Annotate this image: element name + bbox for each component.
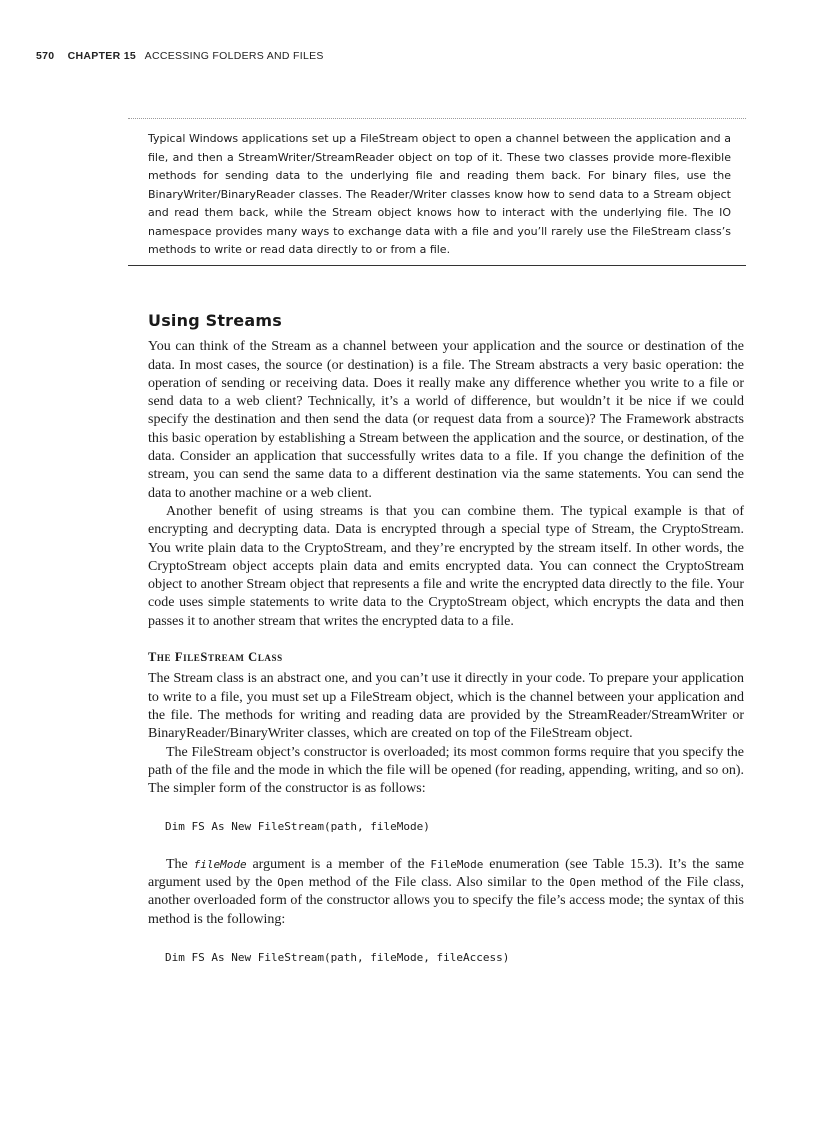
page-number: 570: [36, 50, 55, 62]
inline-code-open: Open: [569, 876, 596, 890]
note-bottom-divider: [128, 265, 746, 266]
note-text: Typical Windows applications set up a FileStream object to open a channel between the application and a file, and then a StreamWriter/StreamReader object on top of it. These two classes provide more-flexible methods for sending data to the underlying file and reading them back. For binary files, use the BinaryWriter/BinaryReader classes. The Reader/Writer classes know how to send data to a Stream object and read them back, while the Stream object knows how to interact with the underlying file. The IO namespace provides many ways to exchange data with a file and you’ll rarely use the FileStream class’s methods to write or read data directly to or from a file.: [148, 132, 731, 256]
text-run: argument is a member of the: [246, 856, 431, 872]
text-run: enumeration (see Table 15.3). It’s the same argument used by the: [148, 856, 744, 891]
subsection-paragraph-3: [148, 856, 744, 929]
subsection-paragraph-2: The FileStream object’s constructor is overloaded; its most common forms require that you specify the path of the file and the mode in which the file will be opened (for reading, appending, writing, and so on). The simpler form of the constructor is as follows:: [148, 744, 744, 797]
inline-code-open: Open: [277, 876, 304, 890]
main-content: [148, 312, 744, 986]
text-run: The: [166, 856, 194, 872]
section-paragraph-2: Another benefit of using streams is that you can combine them. The typical example is that of encrypting and decrypting data. Data is encrypted through a special type of Stream, the CryptoStream. You write plain data to the CryptoStream, and they’re encrypted by the stream itself. In other words, the CryptoStream object accepts plain data and emits encrypted data. You can connect the CryptoStream object to another Stream object that represents a file and write the encrypted data directly to the file. Your code uses simple statements to write data to the CryptoStream object, which encrypts the data and then passes it to another stream that writes the encrypted data to a file.: [148, 503, 744, 629]
running-header: [36, 50, 324, 62]
chapter-label: CHAPTER 15: [67, 50, 136, 62]
note-top-divider: [128, 118, 746, 119]
code-listing-1: Dim FS As New FileStream(path, fileMode): [165, 820, 430, 834]
inline-code-filemode-enum: FileMode: [430, 857, 484, 871]
section-heading: Using Streams: [148, 311, 282, 330]
chapter-title: ACCESSING FOLDERS AND FILES: [144, 50, 324, 62]
section-paragraph-1: You can think of the Stream as a channel between your application and the source or destination of the data. In most cases, the source (or destination) is a file. The Stream abstracts a very basic operation: the operation of sending or receiving data. Does it really make any difference whether you write to a file or send data to a web client? Technically, it’s a world of difference, but wouldn’t it be nice if we could specify the destination and then send the data (or request data from a source)? The Framework abstracts this basic operation by establishing a Stream between the application and the source, or destination, of the data. Consider an application that successfully writes data to a file. If you change the definition of the stream, you can send the same data to a different destination via the same statements. You can send the data to another machine or a web client.: [148, 339, 744, 501]
text-run: method of the File class, another overloaded form of the constructor allows you to specify the file’s access mode; the syntax of this method is the following:: [148, 875, 744, 927]
subsection-heading: The FileStream Class: [148, 650, 283, 665]
note-box: [148, 130, 731, 260]
code-listing-2: Dim FS As New FileStream(path, fileMode, fileAccess): [165, 950, 510, 964]
subsection-paragraph-1: The Stream class is an abstract one, and you can’t use it directly in your code. To prepare your application to write to a file, you must set up a FileStream object, which is the channel between your application and the file. The methods for writing and reading data are provided by the StreamReader/StreamWriter or BinaryReader/BinaryWriter classes, which are created on top of the FileStream object.: [148, 671, 744, 742]
text-run: method of the File class. Also similar to the: [303, 875, 570, 891]
inline-code-filemode-arg: fileMode: [193, 857, 247, 871]
